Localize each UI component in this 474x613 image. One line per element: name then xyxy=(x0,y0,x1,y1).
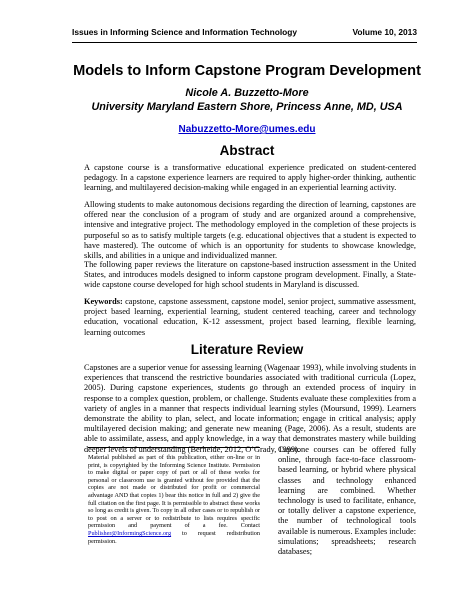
author-block xyxy=(40,86,454,114)
abstract-paragraph-2: Allowing students to make autonomous decisions regarding the direction of learning, capstones are offered near the conclusion of a program of study and are organized around a comprehensive, intensive and integrative project. The methodology employed in the completion of these projects is purposeful so as to satisfy multiple targets (e.g. educational objectives that a student is expected to have mastered). The outcome of which is an opportunity for students to showcase knowledge, skills, and abilities in a unique and individualized manner. xyxy=(84,200,416,261)
keywords-label: Keywords: xyxy=(84,297,123,306)
copyright-footnote xyxy=(88,447,260,545)
paper-title: Models to Inform Capstone Program Development xyxy=(73,63,421,79)
abstract-paragraph-3: The following paper reviews the literature on capstone-based instruction assessment in the United States, and introduces models designed to inform capstone program development. Finally, a State-wide capstone course developed for high school students in Maryland is discussed. xyxy=(84,260,416,290)
volume-label: Volume 10, 2013 xyxy=(352,27,417,37)
publisher-email-link[interactable]: Publisher@InformingScience.org xyxy=(88,529,172,537)
author-affiliation: University Maryland Eastern Shore, Princess Anne, MD, USA xyxy=(91,101,403,113)
abstract-paragraph-1: A capstone course is a transformative educational experience predicated on student-centered pedagogy. In a capstone experience learners are required to apply higher-order thinking, authentic learning, and multilayered decision-making while engaged in an experiential learning activity. xyxy=(84,163,416,193)
footnote-text: Material published as part of this publication, either on-line or in print, is copyrighted by the Informing Science Institute. Permission to make digital or paper copy of part or all of these works for personal or classroom use is granted without fee provided that the copies are not made or distributed for profit or commercial advantage AND that copies 1) bear this notice in full and 2) give the full citation on the first page. It is permissible to abstract these works so long as credit is given. To copy in all other cases or to republish or to post on a server or to redistribute to lists requires specific permission and payment of a fee. Contact xyxy=(88,454,260,530)
keywords-list: capstone, capstone assessment, capstone model, senior project, summative assessment, project based learning, experiential learning, student centered teaching, career and technology education, vocational education, K-12 assessment, project based learning, flexible learning, learning outcomes xyxy=(84,297,416,337)
author-email-link[interactable]: Nabuzzetto-More@umes.edu xyxy=(178,124,316,135)
running-header xyxy=(72,27,417,43)
author-name: Nicole A. Buzzetto-More xyxy=(185,87,309,99)
literature-right-column: Capstone courses can be offered fully online, through face-to-face classroom-based learning, or hybrid where physical classes and technology enhanced learning are combined. Whether technology is used to facilitate, enhance, or totally deliver a capstone experience, the number of technological tools available is numerous. Examples include: simulations; spreadsheets; research databases; xyxy=(278,445,417,557)
keywords-paragraph xyxy=(84,297,416,338)
literature-paragraph-1: Capstones are a superior venue for assessing learning (Wagenaar 1993), while involving students in experiences that transcend the restrictive boundaries associated with traditional curricula (Lopez, 2005). During capstone experiences, students go through an extended process of inquiry in response to a complex question, problem, or challenge. Students evaluate these complexities from a variety of angles in a manner that respects individual learning styles (Moursund, 1999). Learners demonstrate the ability to plan, select, and locate information; engage in critical analysis; apply multilayered decision making; and generate new meaning (Page, 2006). As a result, students are able to assimilate, assess, and apply knowledge, in a way that demonstrates mastery while building deeper levels of understanding (Berheide, 2012, O’Grady, 1999). xyxy=(84,363,416,454)
journal-name: Issues in Informing Science and Information Technology xyxy=(72,27,298,37)
abstract-heading: Abstract xyxy=(219,143,275,158)
footnote-tail: to request redistribution permission. xyxy=(88,529,260,545)
literature-heading: Literature Review xyxy=(190,342,304,357)
